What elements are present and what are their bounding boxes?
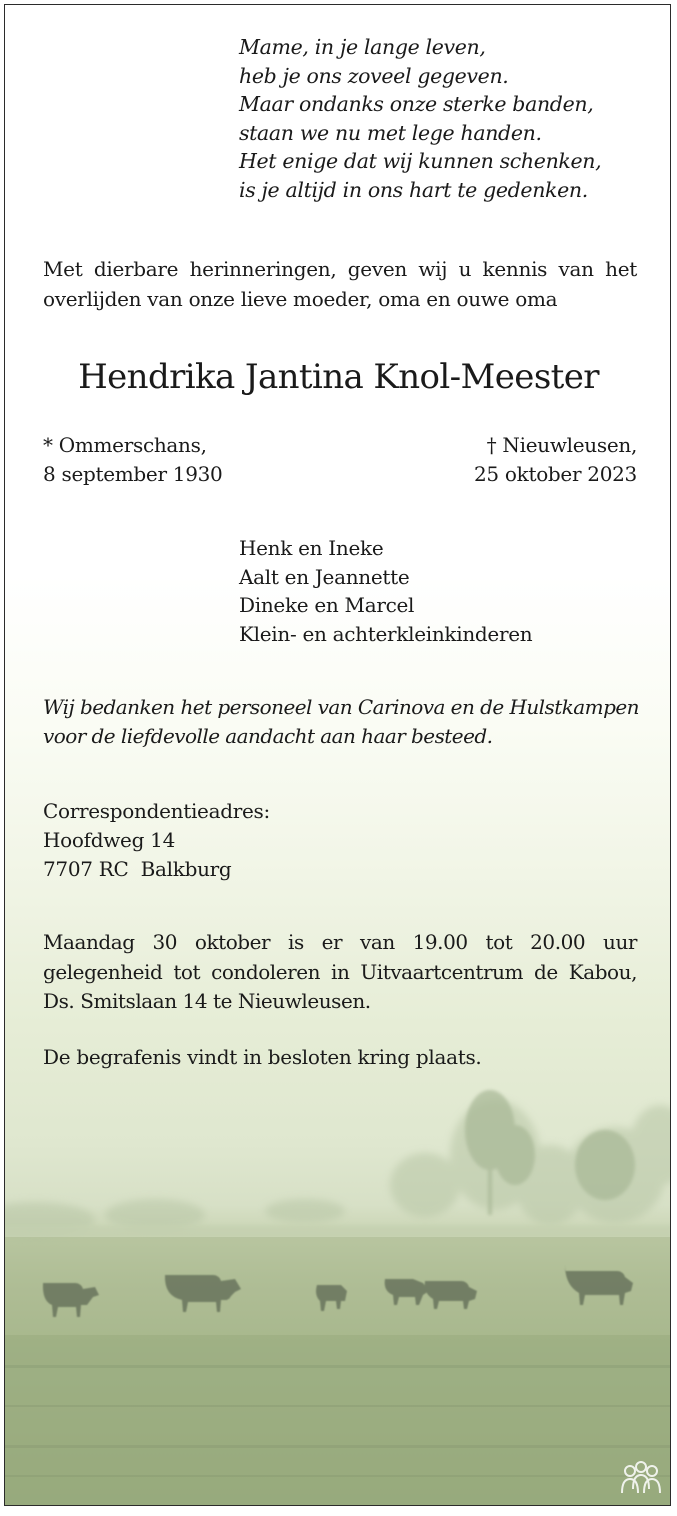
poem-line: heb je ons zoveel gegeven. xyxy=(239,63,509,88)
correspondence-address xyxy=(43,797,270,884)
horizon xyxy=(5,1225,671,1239)
family-member: Henk en Ineke xyxy=(239,536,384,560)
condolence-line: Maandag 30 oktober is er van 19.00 tot 20.00 uur xyxy=(43,930,637,954)
treeline xyxy=(5,1100,671,1238)
thanks-line: voor de liefdevolle aandacht aan haar besteed. xyxy=(43,723,493,748)
family-member: Dineke en Marcel xyxy=(239,593,415,618)
death-info xyxy=(474,431,637,488)
poem xyxy=(239,33,601,205)
death-place: † Nieuwleusen, xyxy=(486,433,637,457)
birth-place: * Ommerschans, xyxy=(43,433,207,457)
family-member: Klein- en achterkleinkinderen xyxy=(239,622,533,647)
death-notice-card xyxy=(4,4,671,1506)
announcement-intro xyxy=(43,255,637,314)
family-member: Aalt en Jeannette xyxy=(239,564,410,589)
deceased-name: Hendrika Jantina Knol-Meester xyxy=(78,357,599,397)
address-city: 7707 RC Balkburg xyxy=(43,857,232,881)
condolence-line: gelegenheid tot condoleren in Uitvaartcentrum de Kabou, xyxy=(43,959,637,984)
poem-line: staan we nu met lege handen. xyxy=(239,120,542,145)
family-figures-icon xyxy=(620,1459,662,1497)
poem-line: Maar ondanks onze sterke banden, xyxy=(239,92,594,117)
death-date: 25 oktober 2023 xyxy=(473,461,637,486)
condolence-info xyxy=(43,928,637,1017)
thanks-line: Wij bedanken het personeel van Carinova en de Hulstkampen xyxy=(43,695,639,719)
address-street: Hoofdweg 14 xyxy=(43,828,175,852)
thanks-message xyxy=(43,693,637,750)
address-label: Correspondentieadres: xyxy=(43,799,270,823)
birth-info xyxy=(43,431,222,488)
poem-line: Mame, in je lange leven, xyxy=(239,35,486,59)
intro-line: overlijden van onze lieve moeder, oma en ouwe oma xyxy=(43,286,558,311)
poem-line: is je altijd in ons hart te gedenken. xyxy=(239,177,588,202)
birth-date: 8 september 1930 xyxy=(43,461,223,486)
poem-line: Het enige dat wij kunnen schenken, xyxy=(239,149,602,174)
condolence-line: Ds. Smitslaan 14 te Nieuwleusen. xyxy=(43,989,371,1013)
intro-line: Met dierbare herinneringen, geven wij u kennis van het xyxy=(43,257,637,281)
family-list xyxy=(239,534,532,649)
misty-meadow-background xyxy=(5,1035,671,1505)
funeral-info: De begrafenis vindt in besloten kring plaats. xyxy=(43,1045,482,1069)
